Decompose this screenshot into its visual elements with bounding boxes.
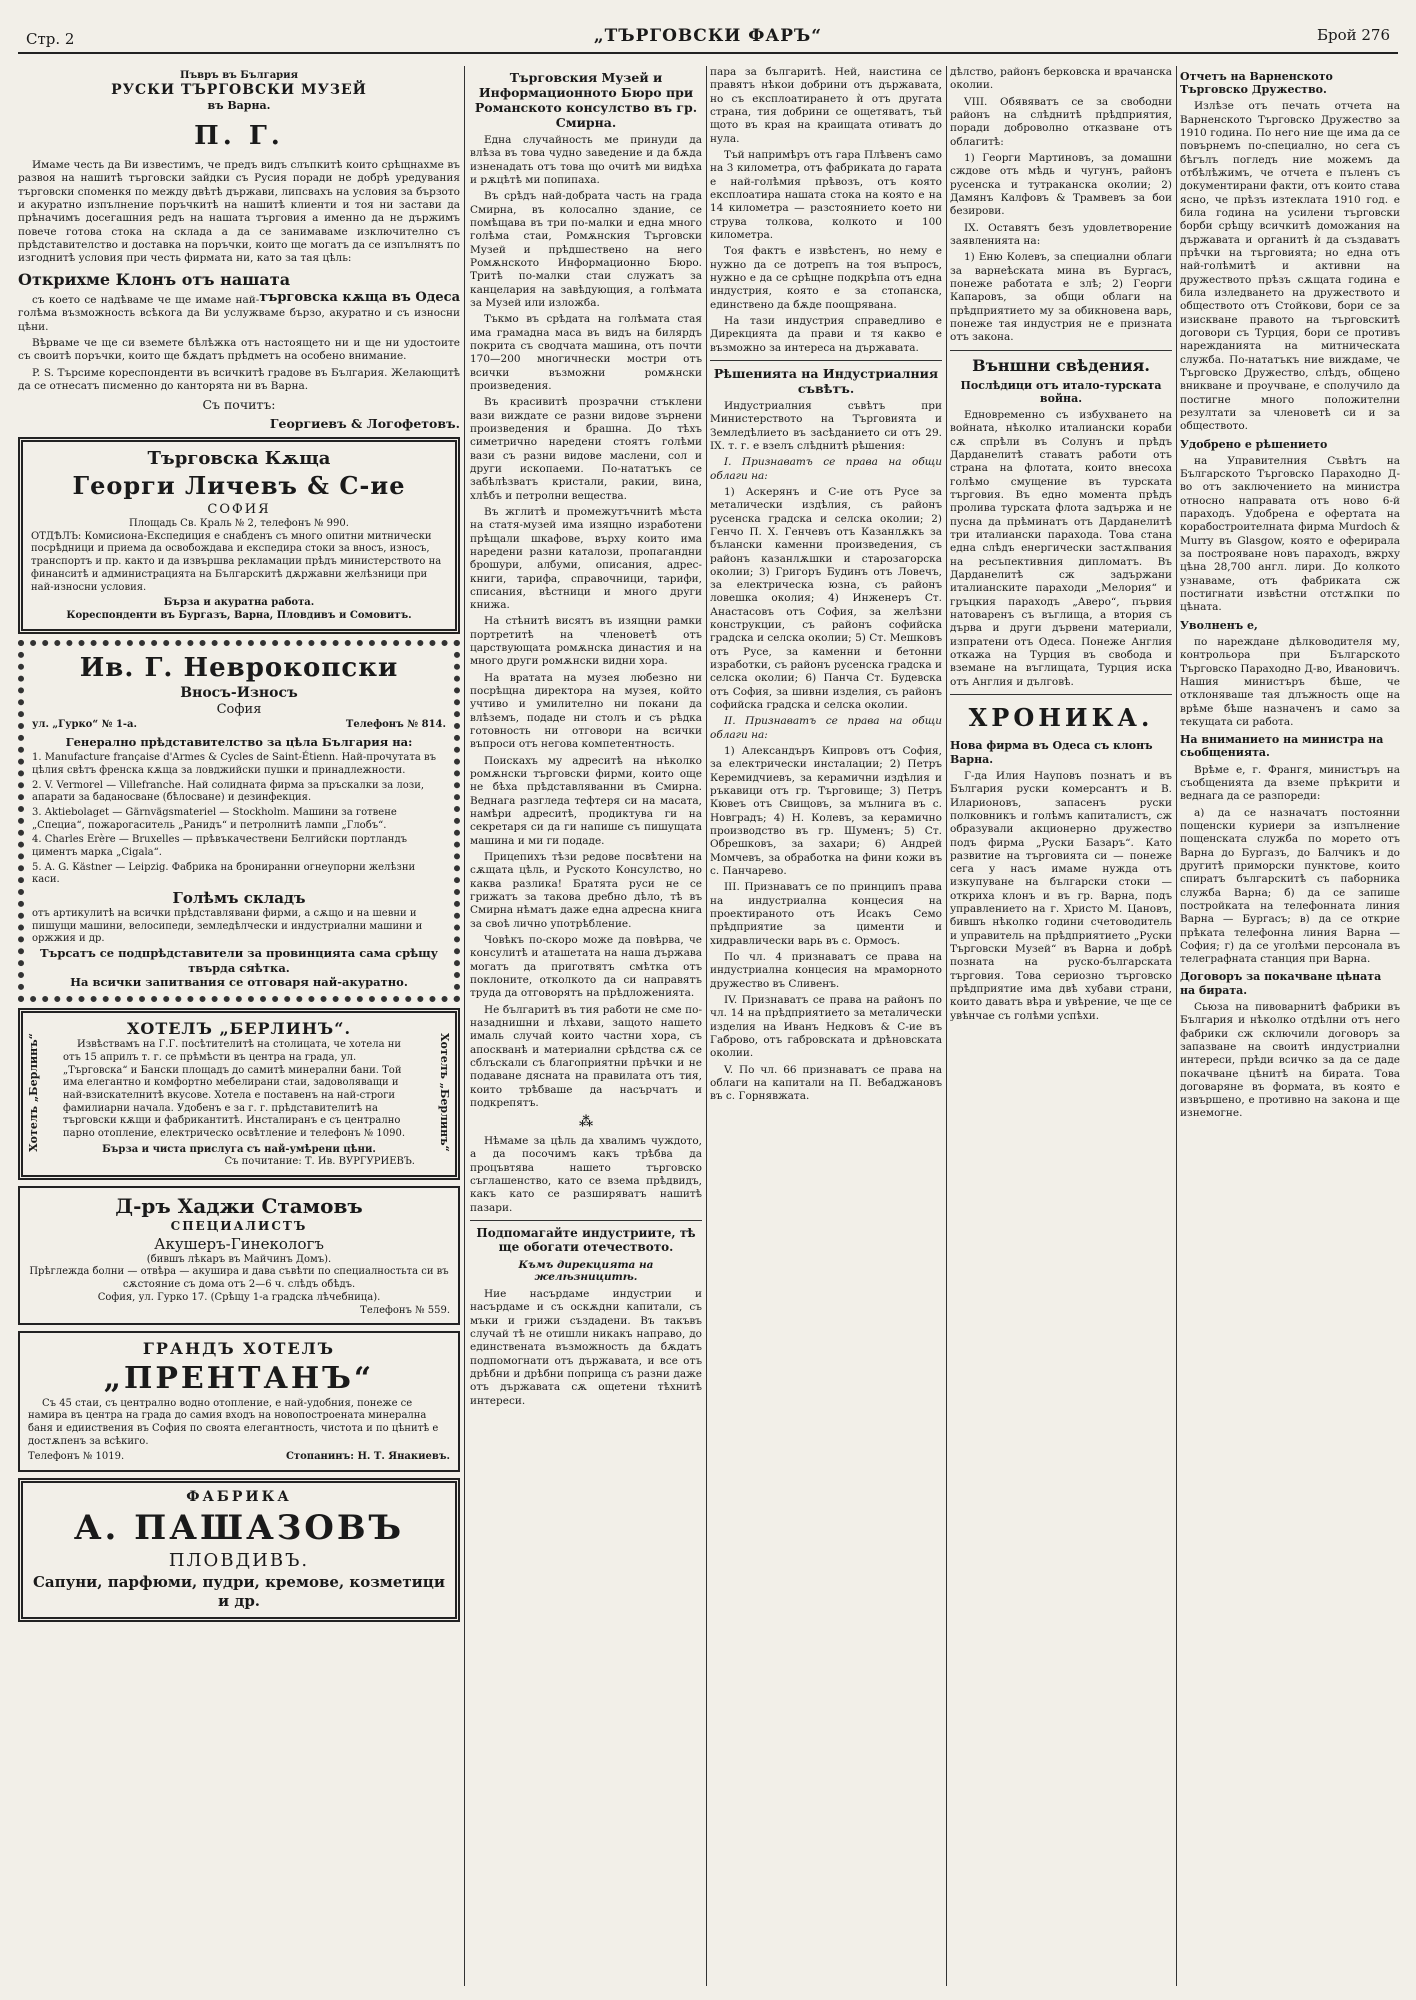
- nevrokopski-item: 4. Charles Erère — Bruxelles — прѣвъкачествени Белгийски портландъ циментъ марка „Cigala“.: [32, 834, 407, 858]
- article-paragraph: Човѣкъ по-скоро може да повѣрва, че консулитѣ и аташетата на наша държава могатъ да приготвятъ смѣтка отъ поклоните, отколкото да си направятъ труда да отговорятъ на прѣдложенията.: [470, 934, 702, 1000]
- article-paragraph: Тъй напримѣръ отъ гара Плѣвенъ само на 3 километра, отъ фабриката до гарата е най-голѣмия прѣвозъ, отъ която експлоатира нашата стока на която е на 14 километра — разстоянието което ни струва толкова, колкото и 100 километра.: [710, 148, 942, 241]
- article-paragraph: V. По чл. 66 признаватъ се права на облаги на капитали на П. Вебаджановъ въ с. Горнявжата.: [710, 1063, 942, 1103]
- article-paragraph: По чл. 4 признаватъ се права на индустриална концесия на мраморното дружество въ Сливенъ.: [710, 951, 942, 990]
- lichev-ad: [18, 437, 460, 633]
- lichev-corr: Кореспонденти въ Бургазъ, Варна, Пловдивъ и Сомовитъ.: [66, 609, 412, 621]
- article-paragraph: Индустриалния съвѣтъ при Министерството на Търговията и Земледѣлието въ засѣданието си отъ 29. IX. т. г. е взелъ слѣднитѣ рѣшения:: [710, 399, 942, 452]
- nevrokopski-list: [32, 752, 446, 887]
- nevrokopski-intro: Генерално прѣдставителство за цѣла България на:: [65, 734, 413, 749]
- ad-opened-rest: търговска кѫща въ Одеса: [259, 289, 460, 305]
- nevrokopski-ad: [18, 640, 460, 1002]
- nevrokopski-item: 3. Aktiebolaget — Gärnvägsmateriel — Stockholm. Машини за готвене „Специа“, пожарогаситель „Ранидъ“ и петролнитѣ лампи „Глобъ“.: [32, 806, 397, 831]
- nevrokopski-phone: Телефонъ № 814.: [345, 718, 446, 730]
- article-paragraph: Тоя фактъ е извѣстенъ, но нему е нужно да се дотрепъ на тоя въпросъ, нужно е да се срѣщне подкрѣпа отъ една индустрия, която е за стопанска, единствено да бѫде поощрявана.: [710, 245, 942, 311]
- lichev-body: ОТДѢЛЪ: Комисиона-Експедиция е снабденъ съ много опитни митнически посрѣдници и приема да освобождава и експедира стоки за вносъ, износъ, транспортъ и пр. както и да извършва рекламации прѣдъ министерството на финанситѣ и администрацията на Българскитѣ дѫржавни желѣзници при най-износни условия.: [31, 530, 442, 593]
- newspaper-title: „ТЪРГОВСКИ ФАРЪ“: [593, 26, 823, 46]
- article-paragraph: Въ красивитѣ прозрачни стъклени вази виждате се разни видове зърнени произведения и брашна. До тѣхъ симетрично наредени стоятъ голѣми вази съ разни видове маслени, сол и други ископаеми. По-нататъкъ се забѣлѣзватъ кристали, ракии, вина, хлѣбъ и петролни вещества.: [470, 396, 702, 502]
- nevrokopski-street: ул. „Гурко“ № 1-а.: [32, 718, 138, 730]
- column-4: [950, 66, 1172, 1986]
- stamov-name: Д-ръ Хаджи Стамовъ: [115, 1194, 363, 1219]
- article-paragraph: Нѣмаме за цѣль да хвалимъ чуждото, а да посочимъ какъ трѣбва да процъвтява нашето търговско съглашенство, като се взема прѣдвидъ, какъ като се разширяватъ нашитѣ пазари.: [470, 1135, 702, 1214]
- nevrokopski-reply: На всички запитвания се отговаря най-акуратно.: [70, 975, 408, 990]
- article-paragraph: На стѣнитѣ висятъ въ изящни рамки портретитѣ на членоветѣ отъ царствующата ромѫнска династия и на много други ромѫнски видни хора.: [470, 615, 702, 668]
- article-paragraph: IV. Признаватъ се права на районъ по чл. 14 на прѣдприятието за металически изделия на Иванъ Недковъ & С-ие въ Габрово, отъ габровската и дрѣновската околии.: [710, 994, 942, 1060]
- divider: [950, 694, 1172, 695]
- nevrokopski-warehouse: Голѣмъ складъ: [172, 889, 306, 907]
- stamov-address: София, ул. Гурко 17. (Срѣщу 1-а градска лѣчебница).: [97, 1291, 381, 1303]
- nevrokopski-kind: Вносъ-Износъ: [180, 684, 298, 701]
- article-paragraph: VIII. Обявяватъ се за свободни районъ на слѣднитѣ прѣдприятия, поради доброволно отказване отъ облагитѣ:: [950, 95, 1172, 148]
- berlin-body: Извѣствамъ на Г.Г. посѣтителитѣ на столицата, че хотела ни отъ 15 априлъ т. г. се прѣмѣсти въ центра на града, ул. „Търговска“ и Бански площадъ до самитѣ минерални бани. Той има елегантно и комфортно мебелирани стаи, задоволяващи и най-взискателнитѣ вкусове. Хотела е поставенъ на най-строги фамилиарни начала. Удобенъ е за г. г. прѣдставителитѣ на търговски кѫщи и фабрикантитѣ. Инсталиранъ е съ централно парно отопление, електрическо освѣтление и телефонъ № 1090.: [63, 1039, 406, 1140]
- article-paragraph: на Управителния Съвѣтъ на Българското Търговско Параходно Д-во отъ заключението на министра относно направата отъ ново 6-й параходъ. Удобрена е офертата на корабостроителната фирма Murdoch & Murry въ Glasgow, която е оферирала за построяване новъ параходъ, вжрху цѣна 28,700 англ. лири. До колкото узнаваме, отъ фабриката сж постигнати извѣстни отстѫпки по цѣната.: [1180, 454, 1400, 614]
- stamov-prev: (бившъ лѣкаръ въ Майчинъ Домъ).: [146, 1253, 332, 1265]
- article-heading: Рѣшенията на Индустриалния съвѣтъ.: [713, 365, 939, 396]
- divider: [710, 360, 942, 361]
- lichev-city: СОФИЯ: [207, 501, 271, 517]
- ad-letter-2: съ което се надѣваме че ще имаме най-голѣма възможность всѣкога да Ви услужваме бързо, акуратно и съ износни цѣни.: [18, 293, 460, 333]
- article-paragraph: дѣлство, районъ берковска и врачанска околии.: [950, 66, 1172, 92]
- ad-greeting: П. Г.: [194, 120, 284, 151]
- nevrokopski-item: 2. V. Vermorel — Villefranche. Най солидната фирма за пръскалки за лози, апарати за баданосване (бѣлосване) и дезинфекция.: [32, 779, 425, 804]
- nevrokopski-item: 1. Manufacture française d'Armes & Cycles de Saint-Étienn. Най-прочутата въ цѣлия свѣтъ френска кѫща за ловджийски пушки и принадлежности.: [32, 752, 437, 776]
- article-paragraph: по нареждане дѣлководителя му, контрольора при Българското Търговско Параходно Д-во, Ивановичъ. Нашия министъръ бѣше, че отклоняваше тая длъжность още на врѣме бѣше назначенъ и само за текущата си работа.: [1180, 635, 1400, 728]
- nevrokopski-item: 5. A. G. Kästner — Leipzig. Фабрика на брониранни огнеупорни желѣзни каси.: [32, 861, 416, 886]
- prentan-name: „ПРЕНТАНЪ“: [103, 1360, 375, 1396]
- motto-sub: Къмъ дирекцията на желѣзницитѣ.: [518, 1258, 654, 1284]
- stamov-body: Прѣглежда болни — отвѣра — акушира и дава съвѣти по специалностьта си въ сѫстояние съ дома отъ 2—6 ч. слѣдъ обѣдъ.: [29, 1266, 449, 1291]
- article-heading: Търговския Музей и Информационното Бюро при Романското консулство въ гр. Смирна.: [474, 70, 698, 130]
- lichev-kicker: Търговска Кѫща: [147, 448, 331, 470]
- pashazov-name: А. ПАШАЗОВЪ: [73, 1507, 405, 1548]
- news-heading: Външни свѣдения.: [972, 355, 1150, 375]
- column-rule: [946, 66, 947, 1986]
- column-3: [710, 66, 942, 1986]
- article-paragraph: Излѣзе отъ печать отчета на Варненското Търговско Дружество за 1910 година. По него ние ще има да се повърнемъ по-специално, но сега съ бѣгълъ погледъ ние можемъ да отбѣлѣжимъ, че отчета е пъленъ съ документирани факти, отъ които става ясно, че прѣзъ изтеклата 1910 год. е била година на усилени търговски борби срѣщу всичкитѣ доможания на държавата и органитѣ ѝ да създаватъ прѣчки на търговията; но една отъ най-голѣмитѣ и активни на дружеството прѣзъ сѫщата година е била изледването на дружеството и обществото отъ Стойкови, бори се за изискване правото на търговскитѣ договори съ Турция, бори се противъ нарежданията на митническата служба. По-нататъкъ ние виждаме, че Търговско Дружество, слѣдъ, общено вникване и проучване, е сполучило да постигне много положителни резултати за членоветѣ си и за обществото.: [1180, 100, 1400, 433]
- ad-sign-label: Съ почитъ:: [202, 397, 276, 413]
- ad-store-city: въ Варна.: [207, 98, 271, 112]
- prentan-kicker: ГРАНДЪ ХОТЕЛЪ: [142, 1339, 336, 1359]
- lichev-tag: Бърза и акуратна работа.: [163, 597, 315, 609]
- lichev-name: Георги Личевъ & С-ие: [72, 471, 406, 501]
- stamov-spec: СПЕЦИАЛИСТЪ: [170, 1219, 308, 1234]
- berlin-side-right: Хотелъ „Берлинъ“: [438, 1032, 451, 1152]
- prentan-owner: Стопанинъ: Н. Т. Янакиевъ.: [285, 1451, 450, 1463]
- article-paragraph: Врѣме е, г. Франгя, министъръ на съобщенията да вземе прѣкрити и веднага да се разпореди:: [1180, 763, 1400, 803]
- nevrokopski-contact: [32, 719, 446, 732]
- news-subheading: Послѣдици отъ итало-турската война.: [960, 378, 1162, 405]
- article-paragraph: Поискахъ му адреситѣ на нѣколко ромѫнски търговски фирми, които още не бѣха прѣдставляванни въ Смирна. Веднага разгледа тефтеря си на масата, намѣри адреситѣ, продиктува ги на секретаря си да ги напише съ пишущата машина и ми ги подаде.: [470, 754, 702, 847]
- article-paragraph: 1) Еню Колевъ, за специални облаги за варнеѣската мина въ Бургасъ, понеже работата е злѣ; 2) Георги Капаровъ, за общи облаги на прѣдприятието му за обикновена варь, понеже тая индустрия не е призната отъ закона.: [950, 251, 1172, 344]
- article-heading: Удобрено е рѣшението: [1180, 437, 1328, 451]
- ad-store-name: РУСКИ ТЪРГОВСКИ МУЗЕЙ: [111, 82, 367, 98]
- ad-letter: Имаме честь да Ви известимъ, че предъ видъ слъпкитѣ които срѣщнахме въ развоя на нашитѣ търговски зайдки съ Русия поради не добрѣ уредувания търговски споменкя по между двѣтѣ държави, липсвахъ на условия за бързото и акуратно изпълнение поръчкитѣ на нашитѣ клиенти и тоя ни застави да прѣначимъ досегашния редъ на нашата търговия а именно да не държимъ повече готова стока на склада а да се занимаваме изключително съ прѣдставителство и доставка на поръчки, които ще могатъ да се изпълнятъ по изгоднитѣ условия при честь фирмата ни, като за тая цѣль:: [18, 159, 460, 265]
- article-paragraph: Едновременно съ избухването на войната, нѣколко италиански кораби сѫ спрѣли въ Солунъ и прѣдъ Дарданелитѣ ставатъ работи отъ страна на флотата, които внесоха голѣмо смущение въ турската търговия. Въ едно момента прѣдъ пролива турската флота задържа и не пусна да прѣминатъ отъ Дарданелитѣ три италиански парахода. Това стана една слѣдъ енергически застѫпвания на ресъпективния дипломатъ. Въ Дарданелитѣ сж задържани италианските параходи „Мелория“ и гръцкия параходъ „Аверо“, първия натоваренъ съ въглища, а втория съ дърва и други дървени материали, изпратени отъ Одеса. Понеже Англия откажа на Турция въ свобода и вземане на въглищата, Турция иска отъ Англия и дълговѣ.: [950, 409, 1172, 688]
- lichev-address: Площадь Св. Краль № 2, телефонъ № 990.: [129, 518, 349, 530]
- article-paragraph: 1) Александъръ Кипровъ отъ София, за електрически инсталации; 2) Петръ Керемидчиевъ, за керамични издѣлия и ръкавици отъ гр. Търговище; 3) Петръ Кювеъ отъ Свищовъ, за мълнига въ с. Новградъ; 4) Н. Колевъ, за керамично производство въ гр. Шуменъ; 5) Ст. Обрешковъ, за захари; 6) Андрей Момчевъ, за обработка на фини кожи въ с. Панчарево.: [710, 745, 942, 878]
- berlin-side-left: Хотелъ „Берлинъ“: [27, 1032, 40, 1152]
- stamov-ad: [18, 1186, 460, 1325]
- column-5: [1180, 66, 1400, 1986]
- berlin-tag: Бърза и чиста прислуга съ най-умѣрени цѣни.: [102, 1143, 376, 1155]
- ad-opened-line: [18, 269, 460, 305]
- article-paragraph: I. Признаватъ се права на общи облаги на:: [710, 456, 942, 482]
- article-paragraph: III. Признаватъ се по принципъ права на индустриална концесия на проектираното отъ Исакъ Семо прѣдприятие за цименти и хидравлически варь въ с. Ормосъ.: [710, 881, 942, 947]
- ad-letter-3: Вѣрваме че ще си вземете бѣлѣжка отъ настоящето ни и ще ни удостоите съ своитѣ поръчки, които ще бѫдатъ прѣдметъ на особено внимание.: [18, 336, 460, 363]
- ad-sign-name: Георгиевъ & Логофетовъ.: [269, 416, 460, 432]
- separator-stars: ⁂: [578, 1114, 594, 1131]
- article-paragraph: На вратата на музея любезно ни посрѣщна директора на музея, който учтиво и умилително ни покани да влѣземъ, подаде ни столъ и съ рѣдка готовность ни отговори на всички въпроси отъ негова компетентность.: [470, 671, 702, 751]
- berlin-sign: Съ почитание: Т. Ив. ВУРГУРИЕВЪ.: [224, 1156, 415, 1168]
- berlin-name: ХОТЕЛЪ „БЕРЛИНЪ“.: [126, 1018, 352, 1038]
- column-1: [18, 66, 460, 1986]
- russian-museum-ad: [18, 70, 460, 431]
- pashazov-ad: [18, 1478, 460, 1622]
- column-rule: [1176, 66, 1177, 1986]
- column-2: [470, 66, 702, 1986]
- article-paragraph: Тъкмо въ срѣдата на голѣмата стая има грамадна маса въ видъ на билярдъ покрита съ сводчата машина, отъ почти 170—200 многичнески мостри отъ всички възможни ромѫнски произведения.: [470, 313, 702, 392]
- pashazov-goods: Сапуни, парфюми, пудри, кремове, козметици и др.: [32, 1572, 446, 1610]
- article-paragraph: 1) Аскерянъ и С-ие отъ Русе за металически издѣлия, съ районъ русенска градска и селска околии; 2) Генчо П. Х. Генчевъ отъ Казанлѫкъ за бълански каменни произведения, съ районъ казанлѫшки и старозагорска околии; 3) Григоръ Будинъ отъ Ловечъ, за електрическа юзна, съ районъ ловешка околия; 4) Инженеръ Ст. Анастасовъ отъ София, за желѣзни конструкции, съ районъ софийска градска и селска околии; 5) Ст. Мешковъ отъ Русе, за каменни и бетонни изработки, съ районъ русенска градска и селска околии; 6) Панча Ст. Будевска отъ София, за шивни изделия, съ районъ софийска градска и селска околии.: [710, 485, 942, 712]
- article-paragraph: а) да се назначатъ постоянни пощенски куриери за изпълнение пощенската служба по морето отъ Варна до Бургазъ, до Балчикъ и до другитѣ приморски пунктове, които спиратъ българскитѣ съ паборника служба Варна; б) да се запише постройката на телефонната линия Варна — Бургасъ; в) да се открие прѣката телефонна линия Варна — София; г) да се уголѣми персонала въ телеграфната станция при Варна.: [1180, 806, 1400, 966]
- issue-number: Брой 276: [1316, 26, 1390, 44]
- article-paragraph: На тази индустрия справедливо е Дирекцията да прави и тя какво е възможно за интереса на държавата.: [710, 314, 942, 354]
- prentan-phone: Телефонъ № 1019.: [28, 1451, 125, 1463]
- article-paragraph: Г-да Илия Науповъ познатъ и въ България руски комерсантъ и В. Иларионовъ, запасенъ руски полковникъ и голѣмъ капиталистъ, сж образували акционерно дружество подъ фирма „Руски Базаръ“. Като развитие на търговията си — понеже сега у насъ имаме нужда отъ изкупуване на български стоки — откриха клонъ и въ гр. Варна, подъ управлението на г. Христо М. Цановъ, бившъ нѣколко години счетоводитель и управитель на прѣдприятието „Руски Търговски Музей“ въ Варна и добрѣ позната на руско-българската търговия. Това сериозно търговско прѣдприятие има двѣ хубави страни, които даватъ вѣра и увѣрение, че ще се увѣнчае съ голѣми успѣхи.: [950, 769, 1172, 1022]
- page-header: [18, 22, 1398, 54]
- column-rule: [464, 66, 465, 1986]
- nevrokopski-name: Ив. Г. Неврокопски: [79, 652, 399, 683]
- prentan-body: Съ 45 стаи, съ централно водно отопление, е най-удобния, понеже се намира въ центра на града до самия входъ на новопостроената минерална баня и едииствения въ София по своята елегантность, чистота и по цѣнитѣ е достѫпенъ за всѣкиго.: [28, 1397, 439, 1447]
- ad-kicker: Пъвръ въ България: [180, 70, 298, 81]
- article-paragraph: Въ срѣдъ най-добрата часть на града Смирна, въ колосално здание, се помѣщава въ три по-малки и една много голѣма стаи, Ромѫнския Търговски Музей и прѣдшествено на него Ромѫнското Информационно Бюро. Тритѣ по-малки стаи служатъ за канцелария на завѣдующия, а голѣмата за Музей или изложба.: [470, 190, 702, 309]
- article-paragraph: II. Признаватъ се права на общи облаги на:: [710, 715, 942, 741]
- stamov-title: Акушеръ-Гинекологъ: [154, 1234, 324, 1253]
- ad-opened-bold: Открихме Клонъ отъ нашата: [18, 269, 291, 289]
- article-paragraph: 1) Георги Мартиновъ, за домашни сждове отъ мѣдь и чугунъ, районъ русенска и тутраканска околии; 2) Дамянъ Калфовъ & Трамвевъ за бои безирови.: [950, 151, 1172, 218]
- article-paragraph: IX. Оставятъ безъ удовлетворение заявленията на:: [950, 221, 1172, 247]
- stamov-phone: Телефонъ № 559.: [360, 1304, 450, 1316]
- article-paragraph: Не българитѣ въ тия работи не сме по-назаднишни и лѣхави, защото нашето ималь случай които частни хора, съ апоскванѣ и материални срѣдства сѫ се сблъскали съ благоприятни прѣчки и не подаване дясната на правилата отъ тия, които трѣбваше да насърчатъ и подкрепятъ.: [470, 1003, 702, 1109]
- chronicle-heading: ХРОНИКА.: [968, 703, 1154, 733]
- article-heading: Договоръ за покачване цѣната на бирата.: [1180, 970, 1382, 997]
- article-paragraph: Една случайность ме принуди да влѣза въ това чудно заведение и да бѫда изненадать отъ това що очитѣ ми видѣха и рѫцѣтѣ ми попипаха.: [470, 134, 702, 186]
- chronicle-subheading: Нова фирма въ Одеса съ клонъ Варна.: [950, 739, 1153, 766]
- nevrokopski-warehouse-body: отъ артикулитѣ на всички прѣдставлявани фирми, а сѫщо и на шевни и пишущи машини, велосипеди, земледѣлчески и индустриални машини и оржжия и др.: [32, 908, 423, 945]
- prentan-footer: [28, 1451, 450, 1464]
- nevrokopski-seek: Търсатъ се подпрѣдставители за провинцията сама срѣщу твърда сяѣтка.: [39, 946, 439, 975]
- pashazov-kicker: ФАБРИКА: [186, 1489, 292, 1506]
- article-heading: На вниманието на министра на сьобщенията.: [1180, 733, 1384, 760]
- article-paragraph: пара за българитѣ. Ней, наистина се правятъ нѣкои добрини отъ държавата, но съ експлоатирането ѝ отъ другата страна, тия добрини се ощетяватъ, тъй щото въ края на краищата отиватъ до нула.: [710, 66, 942, 145]
- nevrokopski-city: София: [216, 702, 262, 718]
- article-heading: Уволненъ е,: [1180, 618, 1258, 632]
- divider: [950, 350, 1172, 351]
- motto: Подпомагайте индустриите, тѣ ще обогати отечеството.: [476, 1226, 696, 1255]
- pashazov-city: ПЛОВДИВЪ.: [168, 1549, 310, 1571]
- page-number: Стр. 2: [26, 30, 75, 48]
- berlin-ad: [18, 1008, 460, 1180]
- article-heading: Отчетъ на Варненското Търговско Дружество.: [1180, 70, 1333, 97]
- divider: [470, 1220, 702, 1221]
- article-paragraph: Въ жглитѣ и промежутъчнитѣ мѣста на статя-музей има изящно изработени прѣщали шкафове, върху които има наредени разни каталози, пропагандни брошури, албуми, описания, адрес-книги, тарифа, справочници, тарифи, списания, вѣстници и много други книжа.: [470, 505, 702, 612]
- article-paragraph: Сьюза на пивоварнитѣ фабрики въ България и нѣколко отдѣлни отъ него фабрики сж сключили договоръ за запазване на своитѣ индустриални интереси, прѣди всичко за да се даде покачване цѣнитѣ на бирата. Това договаряне въ формата, въ която е извършено, е противно на закона и ще изнемогне.: [1180, 1000, 1400, 1120]
- column-rule: [706, 66, 707, 1986]
- ad-ps: P. S. Търсиме кореспонденти въ всичкитѣ градове въ България. Желающитѣ да се отнесатъ писменно до канторята ни въ Варна.: [18, 366, 460, 392]
- article-paragraph: Прицепихъ тѣзи редове посвѣтени на сѫщата цѣль, и Руското Консулство, но каква разлика! Братята руси не се грижатъ за такова дребно дѣло, тѣ въ Смирна нѣматъ даже една адресна книга за своѣ лично употрѣбление.: [470, 851, 702, 930]
- article-paragraph: Ние насърдаме индустрии и насърдаме и съ оскѫдни капитали, съ мъки и грижи създадени. Въ такъвъ случай тѣ не отишли никакъ направо, до единствената възможность да бѫдатъ подпомогнати отъ държавата, и все отъ дрѣбни и дрѣбни поприща съ разни даже отъ държавата сѫ ощетени тѣхнитѣ интереси.: [470, 1288, 702, 1407]
- prentan-ad: [18, 1331, 460, 1472]
